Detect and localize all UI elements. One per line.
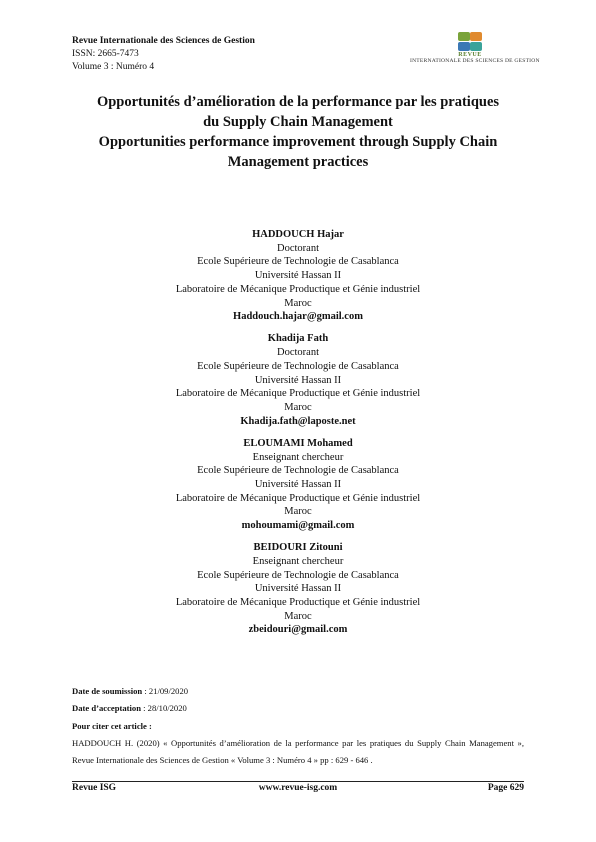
- title-en-line2: Management practices: [227, 154, 369, 170]
- author-email[interactable]: Khadija.fath@laposte.net: [240, 415, 356, 427]
- acceptance-value: : 28/10/2020: [140, 703, 187, 714]
- journal-issn: ISSN: 2665-7473: [72, 49, 139, 59]
- submission-date: [72, 683, 524, 700]
- author-school: Ecole Supérieure de Technologie de Casablanca: [197, 256, 399, 268]
- puzzle-logo-icon: [456, 31, 484, 51]
- author-lab: Laboratoire de Mécanique Productique et Génie industriel: [175, 597, 421, 609]
- acceptance-label: Date d’acceptation: [72, 703, 141, 714]
- author-country: Maroc: [284, 610, 312, 622]
- author-block: [96, 437, 500, 533]
- article-title: [60, 92, 536, 172]
- author-email[interactable]: Haddouch.hajar@gmail.com: [233, 311, 363, 323]
- submission-label: Date de soumission: [72, 686, 143, 696]
- title-fr-line2: du Supply Chain Management: [203, 114, 393, 130]
- footer-page-number: Page 629: [487, 783, 524, 793]
- title-fr-line1: Opportunités d’amélioration de la performance par les pratiques: [96, 94, 500, 110]
- cite-label: Pour citer cet article :: [72, 720, 152, 731]
- author-list: [96, 228, 500, 646]
- footer-website-link[interactable]: www.revue-isg.com: [258, 783, 338, 793]
- journal-name: Revue Internationale des Sciences de Gestion: [72, 36, 255, 46]
- author-country: Maroc: [284, 401, 312, 413]
- author-school: Ecole Supérieure de Technologie de Casablanca: [197, 569, 399, 581]
- author-lab: Laboratoire de Mécanique Productique et Génie industriel: [175, 388, 421, 400]
- citation-text: HADDOUCH H. (2020) « Opportunités d’amélioration de la performance par les pratiques du Supply Chain Management », Revue Internationale des Sciences de Gestion « Volume 3 : Numéro 4 » pp : 629 - 646 .: [72, 737, 524, 766]
- article-meta: [72, 683, 524, 769]
- submission-value: : 21/09/2020: [142, 686, 189, 696]
- author-lab: Laboratoire de Mécanique Productique et Génie industriel: [175, 283, 421, 295]
- author-school: Ecole Supérieure de Technologie de Casablanca: [197, 360, 399, 372]
- author-university: Université Hassan II: [254, 270, 342, 282]
- author-email[interactable]: zbeidouri@gmail.com: [248, 624, 348, 636]
- acceptance-date: [72, 700, 524, 717]
- author-role: Doctorant: [277, 347, 319, 359]
- logo-full-text: INTERNATIONALE DES SCIENCES DE GESTION: [410, 58, 540, 64]
- author-school: Ecole Supérieure de Technologie de Casablanca: [197, 465, 399, 477]
- author-name: BEIDOURI Zitouni: [253, 542, 343, 554]
- title-en-line1: Opportunities performance improvement through Supply Chain: [98, 134, 498, 150]
- author-university: Université Hassan II: [254, 583, 342, 595]
- author-name: Khadija Fath: [267, 333, 329, 345]
- author-email[interactable]: mohoumami@gmail.com: [241, 520, 355, 532]
- author-lab: Laboratoire de Mécanique Productique et Génie industriel: [175, 492, 421, 504]
- author-university: Université Hassan II: [254, 374, 342, 386]
- author-country: Maroc: [284, 506, 312, 518]
- author-role: Enseignant chercheur: [252, 451, 344, 463]
- author-role: Enseignant chercheur: [252, 555, 344, 567]
- journal-volume: Volume 3 : Numéro 4: [72, 62, 155, 72]
- footer-divider: [72, 781, 524, 782]
- journal-logo: [410, 31, 540, 75]
- logo-revue-text: REVUE: [458, 52, 482, 58]
- footer-journal: Revue ISG: [72, 783, 117, 793]
- author-country: Maroc: [284, 297, 312, 309]
- author-university: Université Hassan II: [254, 478, 342, 490]
- author-name: ELOUMAMI Mohamed: [243, 437, 353, 449]
- author-block: [96, 228, 500, 324]
- author-name: HADDOUCH Hajar: [252, 229, 344, 240]
- author-block: [96, 332, 500, 428]
- author-block: [96, 541, 500, 637]
- author-role: Doctorant: [277, 242, 319, 254]
- journal-header: [72, 35, 255, 74]
